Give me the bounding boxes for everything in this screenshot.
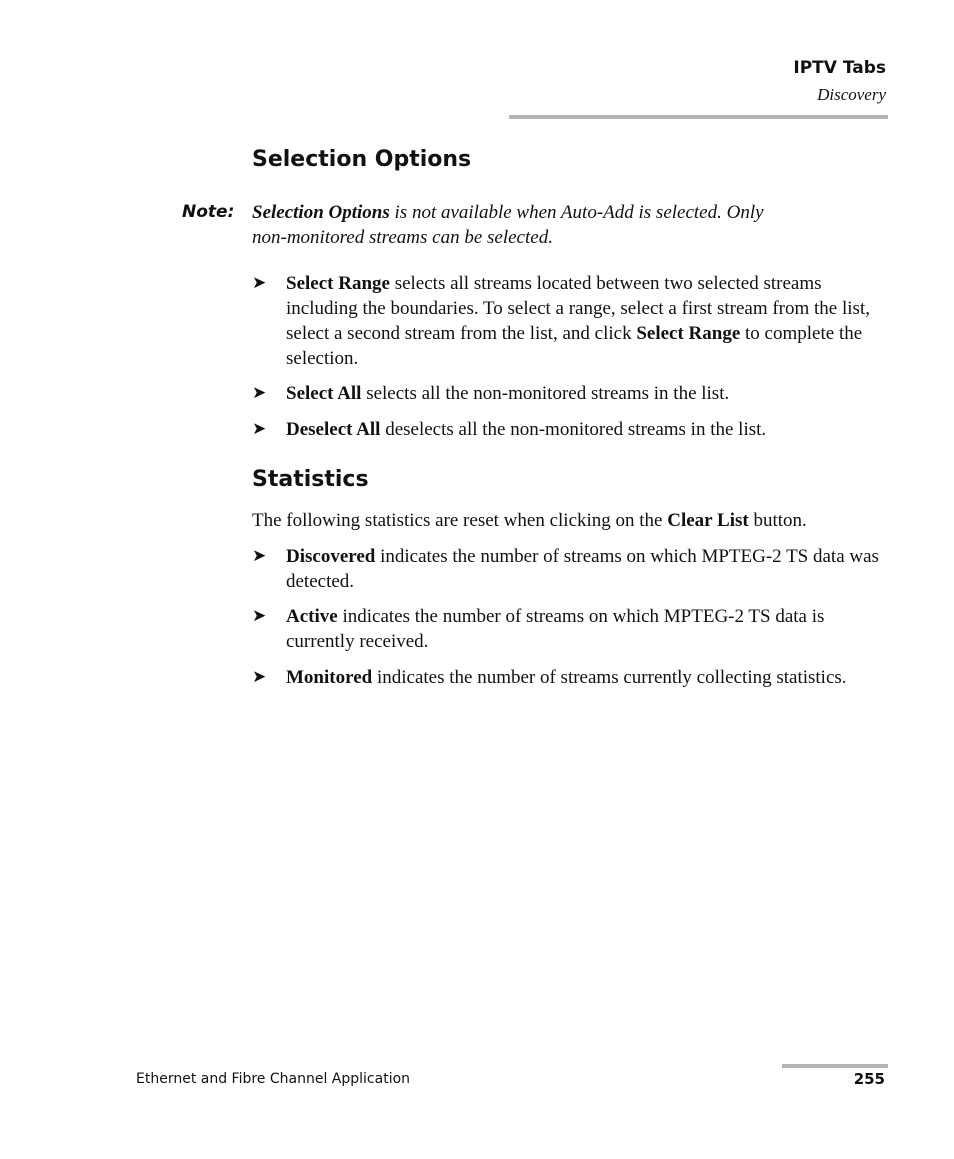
bullet-arrow-icon: ➤ (252, 667, 267, 687)
list-item-description: selects all streams located between two selected streams including the boundaries. To select a range, select a first stream from the list, select a second stream from the list, and click (286, 273, 870, 344)
note-text (252, 200, 852, 250)
note-bold-term: Selection Options (252, 202, 390, 223)
list-item-description: selects all the non-monitored streams in the list. (361, 383, 730, 404)
list-item-description: to complete the selection. (286, 323, 863, 369)
section-subtitle: Discovery (817, 85, 886, 104)
list-item-text (286, 544, 882, 594)
intro-text: The following statistics are reset when clicking on the (252, 510, 668, 531)
list-item-text (286, 271, 882, 371)
list-item-text (286, 665, 882, 690)
list-item (252, 604, 882, 654)
list-item-description: indicates the number of streams on which MPTEG-2 TS data is currently received. (286, 606, 825, 652)
footer-rule (782, 1064, 888, 1068)
list-item-description: indicates the number of streams currently collecting statistics. (372, 667, 847, 688)
list-item-term: Deselect All (286, 419, 381, 440)
note-text-line-1: is not available when Auto-Add is selected. Only (389, 202, 764, 223)
clear-list-term: Clear List (667, 510, 749, 531)
list-item-description: indicates the number of streams on which MPTEG-2 TS data was detected. (286, 546, 879, 592)
header-rule (509, 115, 888, 119)
list-item-term: Discovered (286, 546, 376, 567)
list-item-term: Select Range (286, 273, 390, 294)
note-text-line-2: non-monitored streams can be selected. (252, 227, 553, 248)
list-item-text (286, 381, 882, 406)
bullet-arrow-icon: ➤ (252, 419, 267, 439)
note-label: Note: (182, 202, 235, 222)
list-item-text (286, 417, 882, 442)
list-item-term: Monitored (286, 667, 373, 688)
list-item-description: deselects all the non-monitored streams in the list. (380, 419, 767, 440)
list-item-term: Active (286, 606, 338, 627)
list-item (252, 271, 882, 371)
intro-text: button. (748, 510, 807, 531)
running-header (793, 56, 886, 106)
bullet-arrow-icon: ➤ (252, 606, 267, 626)
page-number: 255 (853, 1070, 885, 1088)
list-item-text (286, 604, 882, 654)
list-item (252, 417, 882, 442)
list-item (252, 665, 882, 690)
list-item (252, 544, 882, 594)
bullet-arrow-icon: ➤ (252, 546, 267, 566)
bullet-arrow-icon: ➤ (252, 273, 267, 293)
statistics-intro (252, 508, 882, 533)
bullet-arrow-icon: ➤ (252, 383, 267, 403)
footer-document-title: Ethernet and Fibre Channel Application (136, 1071, 411, 1087)
statistics-heading: Statistics (252, 467, 369, 492)
list-item-term: Select Range (636, 323, 741, 344)
selection-options-heading: Selection Options (252, 147, 472, 172)
list-item-term: Select All (286, 383, 362, 404)
chapter-title: IPTV Tabs (793, 58, 886, 78)
list-item (252, 381, 882, 406)
